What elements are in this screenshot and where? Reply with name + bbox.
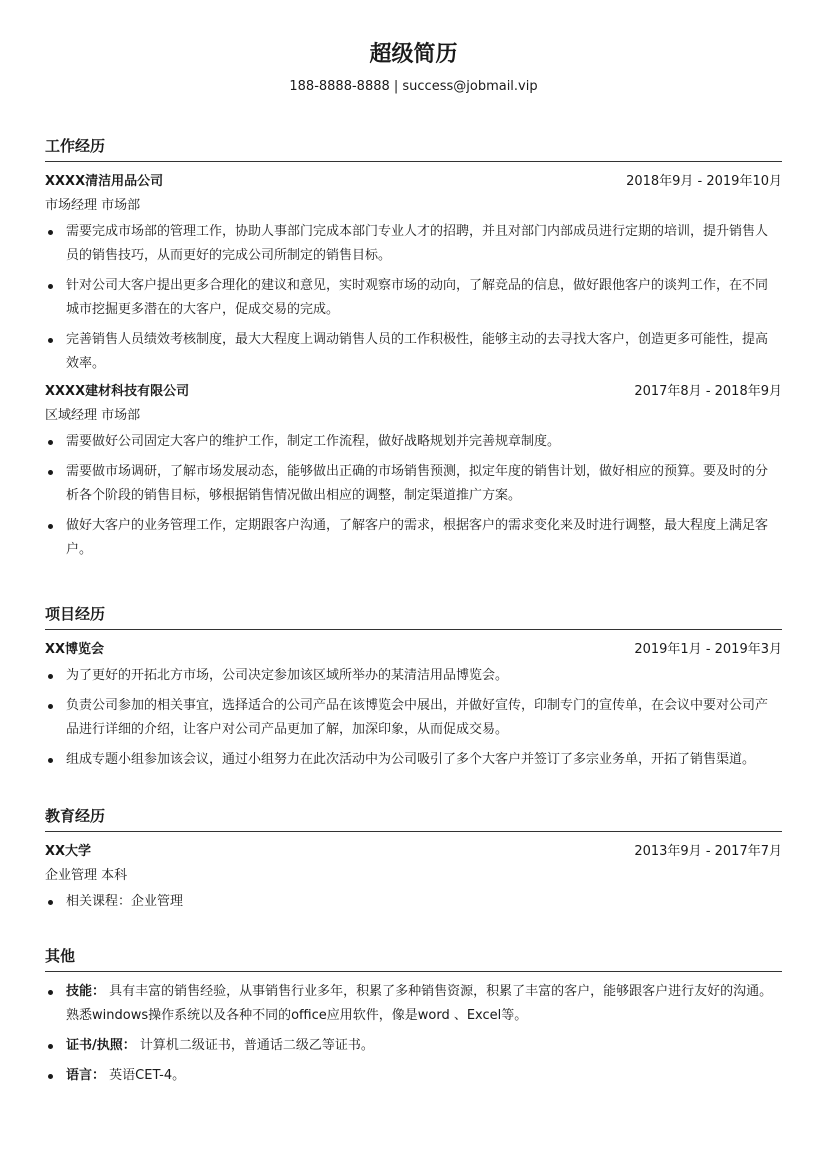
list-item: 负责公司参加的相关事宜，选择适合的公司产品在该博览会中展出，并做好宣传，印制专门的宣传单，在会议中要对公司产品进行详细的介绍，让客户对公司产品更加了解，加深印象，从而促成交易。 [45, 694, 782, 742]
list-item [45, 1034, 782, 1058]
project-section [45, 603, 782, 778]
item-text: 英语CET-4。 [105, 1068, 186, 1083]
project-entry-header [45, 640, 782, 660]
date-range: 2017年8月 - 2018年9月 [634, 384, 782, 399]
work-bullet-list [45, 220, 782, 376]
section-title-work: 工作经历 [45, 135, 782, 162]
major-degree: 企业管理 本科 [45, 868, 128, 883]
section-title-project: 项目经历 [45, 603, 782, 630]
project-bullet-list [45, 664, 782, 772]
list-item [45, 980, 782, 1028]
list-item [45, 1064, 782, 1088]
item-text: 计算机二级证书，普通话二级乙等证书。 [135, 1038, 374, 1053]
work-entry-header [45, 172, 782, 192]
section-title-other: 其他 [45, 945, 782, 972]
work-bullet-list [45, 430, 782, 562]
list-item: 需要做市场调研，了解市场发展动态，能够做出正确的市场销售预测，拟定年度的销售计划，做好相应的预算。要及时的分析各个阶段的销售目标，够根据销售情况做出相应的调整，制定渠道推广方案。 [45, 460, 782, 508]
education-section [45, 805, 782, 920]
section-title-education: 教育经历 [45, 805, 782, 832]
other-section [45, 945, 782, 1094]
list-item: 完善销售人员绩效考核制度，最大大程度上调动销售人员的工作积极性，能够主动的去寻找大客户，创造更多可能性，提高效率。 [45, 328, 782, 376]
project-name: XX博览会 [45, 642, 105, 657]
contact-info: 188-8888-8888 | success@jobmail.vip [289, 79, 538, 94]
list-item: 针对公司大客户提出更多合理化的建议和意见，实时观察市场的动向，了解竞品的信息，做好跟他客户的谈判工作，在不同城市挖掘更多潜在的大客户，促成交易的完成。 [45, 274, 782, 322]
company-name: XXXX清洁用品公司 [45, 174, 164, 189]
work-entry-header [45, 382, 782, 402]
company-name: XXXX建材科技有限公司 [45, 384, 190, 399]
job-role: 市场经理 市场部 [45, 198, 141, 213]
education-entry-header [45, 842, 782, 862]
item-label: 技能： [66, 984, 106, 999]
work-section [45, 135, 782, 568]
school-name: XX大学 [45, 844, 92, 859]
list-item: 为了更好的开拓北方市场，公司决定参加该区域所举办的某清洁用品博览会。 [45, 664, 782, 688]
date-range: 2018年9月 - 2019年10月 [626, 174, 782, 189]
list-item: 做好大客户的业务管理工作，定期跟客户沟通，了解客户的需求，根据客户的需求变化来及时进行调整，最大程度上满足客户。 [45, 514, 782, 562]
list-item: 需要完成市场部的管理工作，协助人事部门完成本部门专业人才的招聘，并且对部门内部成员进行定期的培训，提升销售人员的销售技巧，从而更好的完成公司所制定的销售目标。 [45, 220, 782, 268]
other-bullet-list [45, 980, 782, 1088]
item-label: 证书/执照： [66, 1038, 136, 1053]
list-item: 需要做好公司固定大客户的维护工作，制定工作流程，做好战略规划并完善规章制度。 [45, 430, 782, 454]
date-range: 2013年9月 - 2017年7月 [634, 844, 782, 859]
item-label: 语言： [66, 1068, 106, 1083]
item-text: 具有丰富的销售经验，从事销售行业多年，积累了多种销售资源，积累了丰富的客户，能够跟客户进行友好的沟通。 熟悉windows操作系统以及各种不同的office应用软件，像是word 、Excel等。 [66, 984, 773, 1023]
date-range: 2019年1月 - 2019年3月 [634, 642, 782, 657]
education-bullet-list [45, 890, 782, 914]
list-item: 相关课程：企业管理 [45, 890, 782, 914]
resume-name: 超级简历 [369, 42, 458, 67]
list-item: 组成专题小组参加该会议，通过小组努力在此次活动中为公司吸引了多个大客户并签订了多宗业务单，开拓了销售渠道。 [45, 748, 782, 772]
job-role: 区域经理 市场部 [45, 408, 141, 423]
